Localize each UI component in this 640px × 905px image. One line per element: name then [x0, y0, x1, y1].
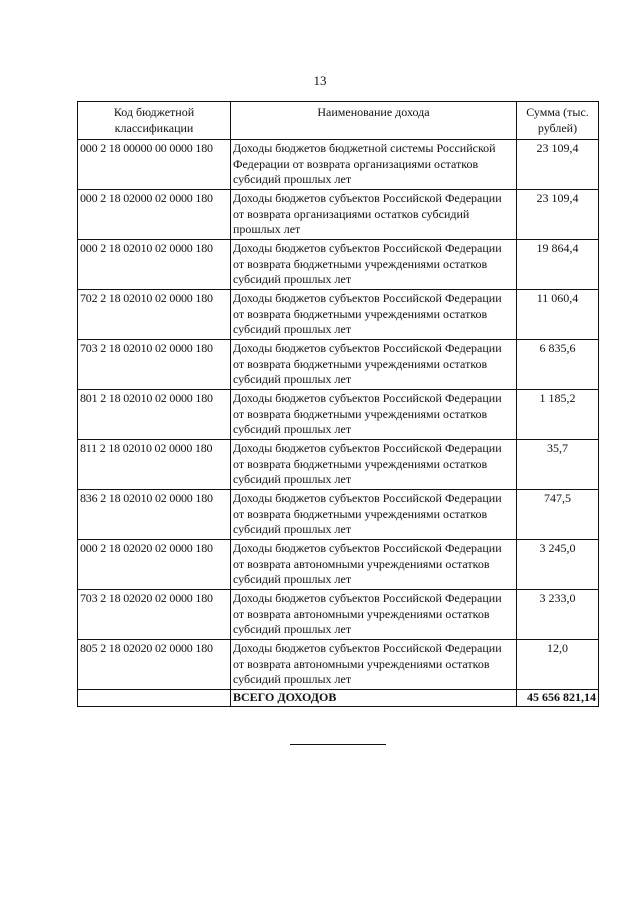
row-sum: 11 060,4	[517, 290, 599, 340]
row-name: Доходы бюджетов субъектов Российской Федерации от возврата организациями остатков субсидий прошлых лет	[231, 190, 517, 240]
row-name: Доходы бюджетов субъектов Российской Федерации от возврата автономными учреждениями остатков субсидий прошлых лет	[231, 540, 517, 590]
row-code: 702 2 18 02010 02 0000 180	[78, 290, 231, 340]
row-code: 836 2 18 02010 02 0000 180	[78, 490, 231, 540]
page-number: 13	[313, 73, 327, 88]
row-sum: 23 109,4	[517, 140, 599, 190]
table-row	[78, 290, 599, 340]
row-sum: 6 835,6	[517, 340, 599, 390]
row-code: 811 2 18 02010 02 0000 180	[78, 440, 231, 490]
total-row	[78, 690, 599, 707]
table-row	[78, 240, 599, 290]
row-name: Доходы бюджетов бюджетной системы Российской Федерации от возврата организациями остатков субсидий прошлых лет	[231, 140, 517, 190]
row-sum: 1 185,2	[517, 390, 599, 440]
table-row	[78, 190, 599, 240]
row-sum: 3 233,0	[517, 590, 599, 640]
row-sum: 35,7	[517, 440, 599, 490]
table-row	[78, 140, 599, 190]
header-sum: Сумма (тыс. рублей)	[517, 102, 599, 140]
table-header-row	[78, 102, 599, 140]
row-name: Доходы бюджетов субъектов Российской Федерации от возврата бюджетными учреждениями остатков субсидий прошлых лет	[231, 240, 517, 290]
table-row	[78, 490, 599, 540]
row-sum: 12,0	[517, 640, 599, 690]
row-code: 000 2 18 02020 02 0000 180	[78, 540, 231, 590]
row-sum: 747,5	[517, 490, 599, 540]
row-code: 801 2 18 02010 02 0000 180	[78, 390, 231, 440]
table-row	[78, 390, 599, 440]
row-code: 703 2 18 02020 02 0000 180	[78, 590, 231, 640]
row-name: Доходы бюджетов субъектов Российской Федерации от возврата автономными учреждениями остатков субсидий прошлых лет	[231, 590, 517, 640]
row-name: Доходы бюджетов субъектов Российской Федерации от возврата бюджетными учреждениями остатков субсидий прошлых лет	[231, 490, 517, 540]
header-code: Код бюджетной классификации	[78, 102, 231, 140]
total-sum: 45 656 821,14	[517, 690, 599, 707]
footer-divider	[290, 744, 386, 745]
table-row	[78, 590, 599, 640]
row-code: 000 2 18 02010 02 0000 180	[78, 240, 231, 290]
table-body	[78, 140, 599, 690]
row-name: Доходы бюджетов субъектов Российской Федерации от возврата бюджетными учреждениями остатков субсидий прошлых лет	[231, 390, 517, 440]
row-name: Доходы бюджетов субъектов Российской Федерации от возврата бюджетными учреждениями остатков субсидий прошлых лет	[231, 290, 517, 340]
table-row	[78, 440, 599, 490]
table-row	[78, 540, 599, 590]
total-label: ВСЕГО ДОХОДОВ	[231, 690, 517, 707]
row-code: 805 2 18 02020 02 0000 180	[78, 640, 231, 690]
row-name: Доходы бюджетов субъектов Российской Федерации от возврата бюджетными учреждениями остатков субсидий прошлых лет	[231, 340, 517, 390]
table-row	[78, 640, 599, 690]
row-code: 000 2 18 00000 00 0000 180	[78, 140, 231, 190]
row-name: Доходы бюджетов субъектов Российской Федерации от возврата бюджетными учреждениями остатков субсидий прошлых лет	[231, 440, 517, 490]
row-sum: 19 864,4	[517, 240, 599, 290]
total-code	[78, 690, 231, 707]
header-name: Наименование дохода	[231, 102, 517, 140]
row-code: 703 2 18 02010 02 0000 180	[78, 340, 231, 390]
row-sum: 3 245,0	[517, 540, 599, 590]
row-name: Доходы бюджетов субъектов Российской Федерации от возврата автономными учреждениями остатков субсидий прошлых лет	[231, 640, 517, 690]
row-code: 000 2 18 02000 02 0000 180	[78, 190, 231, 240]
revenue-table	[77, 101, 599, 707]
table-row	[78, 340, 599, 390]
row-sum: 23 109,4	[517, 190, 599, 240]
